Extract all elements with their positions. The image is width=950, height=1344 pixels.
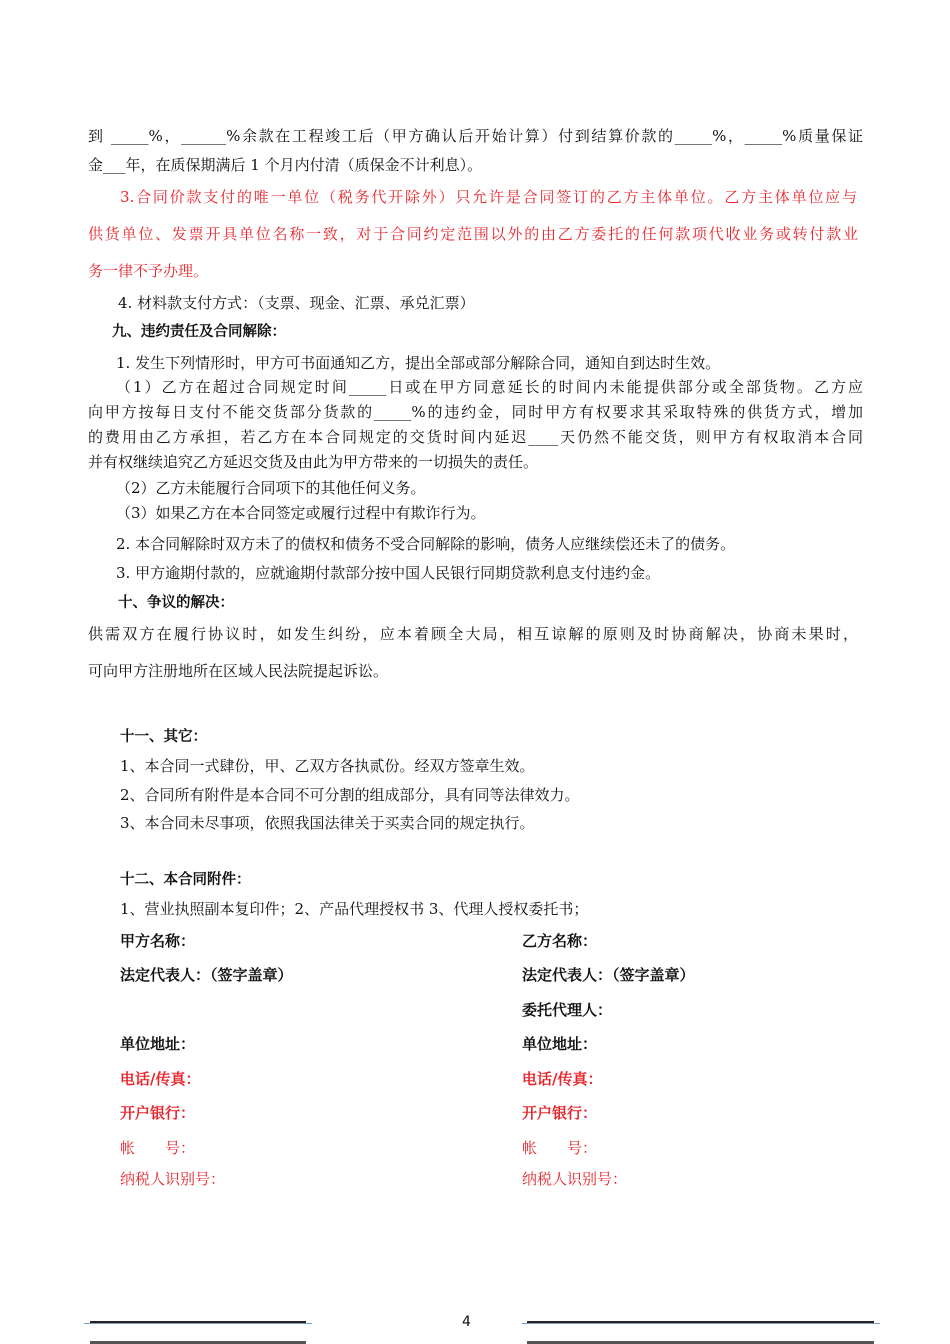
- text-line: （3）如果乙方在本合同签定或履行过程中有欺诈行为。: [116, 504, 486, 522]
- text-line: 的费用由乙方承担，若乙方在本合同规定的交货时间内延迟____天仍然不能交货，则甲方有权取消本合同: [88, 428, 863, 446]
- party-b-agent: 委托代理人：: [522, 1001, 613, 1019]
- text-line: （2）乙方未能履行合同项下的其他任何义务。: [116, 479, 426, 497]
- text-line: （1）乙方在超过合同规定时间_____日或在甲方同意延长的时间内未能提供部分或全部货物。乙方应: [116, 378, 863, 396]
- party-a-account: 帐 号：: [120, 1139, 196, 1157]
- party-b-rep: 法定代表人：（签字盖章）: [522, 966, 695, 984]
- party-a-tax-id: 纳税人识别号：: [120, 1170, 226, 1188]
- text-line: 可向甲方注册地所在区域人民法院提起诉讼。: [88, 662, 389, 680]
- party-a-phone: 电话/传真：: [120, 1070, 201, 1088]
- footer-divider: [522, 1323, 880, 1324]
- text-line: 1. 发生下列情形时，甲方可书面通知乙方，提出全部或部分解除合同，通知自到达时生效。: [116, 354, 721, 372]
- party-a-name: 甲方名称：: [120, 932, 196, 950]
- text-line: 2、合同所有附件是本合同不可分割的组成部分，具有同等法律效力。: [120, 786, 580, 804]
- party-b-name: 乙方名称：: [522, 932, 598, 950]
- text-line: 金___年，在质保期满后 1 个月内付清（质保金不计利息）。: [88, 156, 483, 174]
- section-heading: 九、违约责任及合同解除：: [112, 324, 286, 340]
- text-line-red: 供货单位、发票开具单位名称一致，对于合同约定范围以外的由乙方委托的任何款项代收业务或转付款业: [88, 225, 858, 243]
- section-heading: 十一、其它：: [120, 729, 207, 745]
- footer-divider: [84, 1323, 312, 1324]
- text-line: 1、本合同一式肆份，甲、乙双方各执贰份。经双方签章生效。: [120, 757, 535, 775]
- party-b-bank: 开户银行：: [522, 1104, 598, 1122]
- footer-divider: [90, 1321, 306, 1323]
- party-a-address: 单位地址：: [120, 1035, 196, 1053]
- text-line: 并有权继续追究乙方延迟交货及由此为甲方带来的一切损失的责任。: [88, 453, 539, 471]
- text-line: 供需双方在履行协议时，如发生纠纷，应本着顾全大局，相互谅解的原则及时协商解决，协商未果时，: [88, 625, 858, 643]
- text-line-red: 务一律不予办理。: [88, 262, 209, 280]
- text-line: 2. 本合同解除时双方未了的债权和债务不受合同解除的影响，债务人应继续偿还未了的债务。: [116, 535, 736, 553]
- text-line-red: 3.合同价款支付的唯一单位（税务代开除外）只允许是合同签订的乙方主体单位。乙方主体单位应与: [120, 188, 857, 206]
- party-b-tax-id: 纳税人识别号：: [522, 1170, 628, 1188]
- text-line: 向甲方按每日支付不能交货部分货款的_____%的违约金，同时甲方有权要求其采取特殊的供货方式，增加: [88, 403, 863, 421]
- footer-divider: [527, 1321, 874, 1323]
- section-heading: 十、争议的解决：: [118, 595, 234, 611]
- text-line: 3. 甲方逾期付款的，应就逾期付款部分按中国人民银行同期贷款利息支付违约金。: [116, 564, 661, 582]
- party-b-phone: 电话/传真：: [522, 1070, 603, 1088]
- page-number: 4: [462, 1314, 471, 1330]
- text-line: 4. 材料款支付方式：（支票、现金、汇票、承兑汇票）: [118, 294, 475, 312]
- text-line: 到 _____%，______%余款在工程竣工后（甲方确认后开始计算）付到结算价款的_____%，_____%质量保证: [88, 127, 863, 145]
- section-heading: 十二、本合同附件：: [120, 872, 251, 888]
- text-line: 1、营业执照副本复印件；2、产品代理授权书 3、代理人授权委托书；: [120, 900, 589, 918]
- party-a-bank: 开户银行：: [120, 1104, 196, 1122]
- party-a-rep: 法定代表人：（签字盖章）: [120, 966, 293, 984]
- party-b-address: 单位地址：: [522, 1035, 598, 1053]
- text-line: 3、本合同未尽事项，依照我国法律关于买卖合同的规定执行。: [120, 814, 535, 832]
- party-b-account: 帐 号：: [522, 1139, 598, 1157]
